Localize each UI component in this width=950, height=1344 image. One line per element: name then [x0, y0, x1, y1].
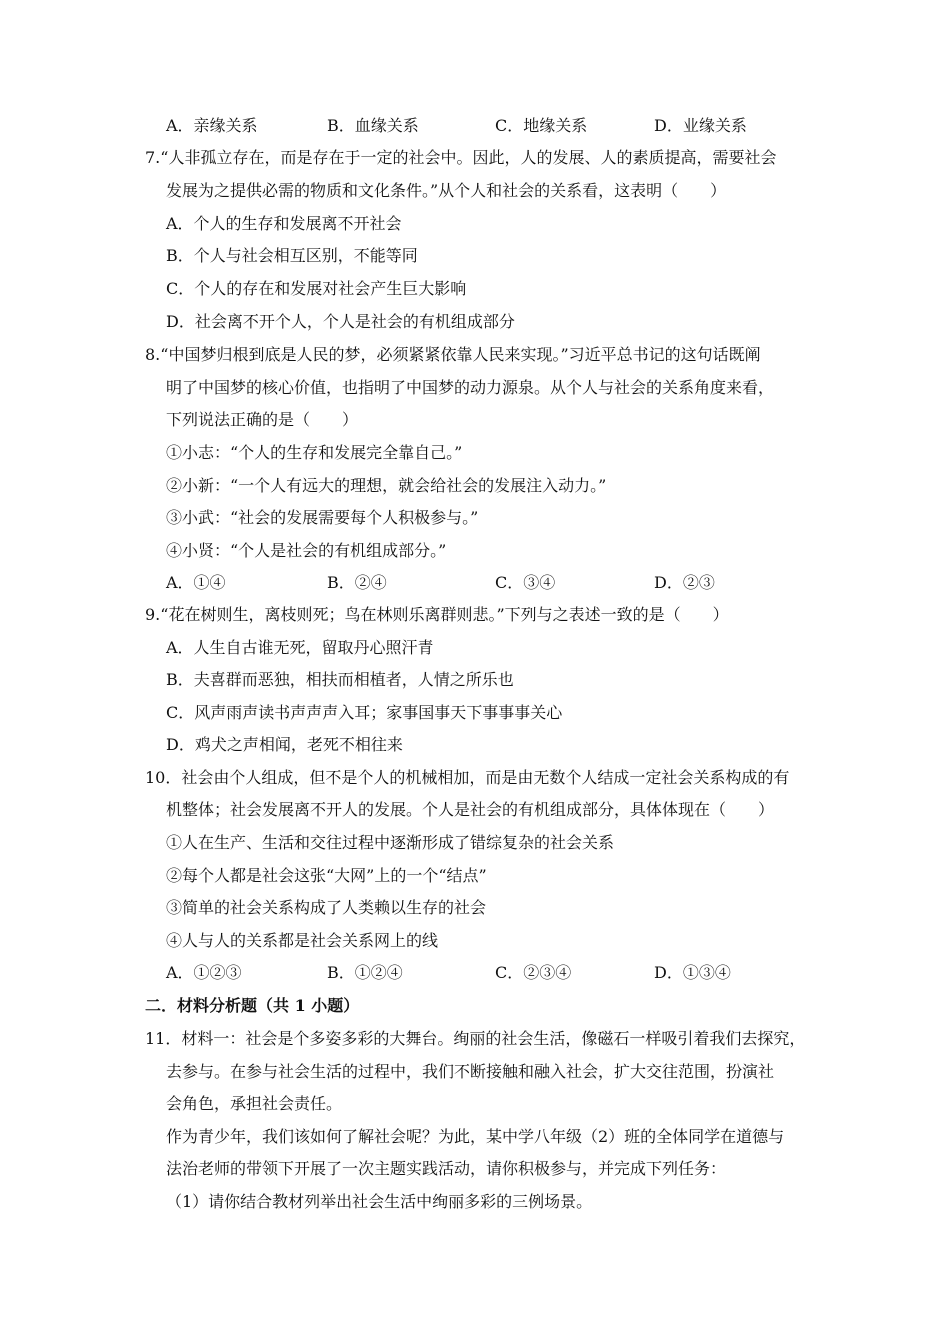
- q9-option-d: D．鸡犬之声相闻，老死不相往来: [166, 735, 403, 754]
- q8-option-c: C．③④: [495, 573, 556, 592]
- q6-option-b: B．血缘关系: [327, 116, 419, 135]
- q10-option-a: A．①②③: [166, 963, 242, 982]
- q11-line-1: 11．材料一：社会是个多姿多彩的大舞台。绚丽的社会生活，像磁石一样吸引着我们去探究，: [145, 1029, 806, 1048]
- q7-stem-line-1: 7.“人非孤立存在，而是存在于一定的社会中。因此，人的发展、人的素质提高，需要社会: [145, 148, 777, 167]
- q9-option-c: C．风声雨声读书声声声入耳；家事国事天下事事事关心: [166, 703, 563, 722]
- q10-statement-4: ④人与人的关系都是社会关系网上的线: [166, 931, 439, 950]
- q9-stem-line-1: 9.“花在树则生，离枝则死；鸟在林则乐离群则悲。”下列与之表述一致的是（ ）: [145, 605, 729, 624]
- q8-option-b: B．②④: [327, 573, 387, 592]
- q10-statement-3: ③简单的社会关系构成了人类赖以生存的社会: [166, 898, 487, 917]
- q6-option-a: A．亲缘关系: [166, 116, 258, 135]
- q10-statement-1: ①人在生产、生活和交往过程中逐渐形成了错综复杂的社会关系: [166, 833, 615, 852]
- q7-option-c: C．个人的存在和发展对社会产生巨大影响: [166, 279, 467, 298]
- q7-option-b: B．个人与社会相互区别，不能等同: [166, 246, 418, 265]
- q8-statement-3: ③小武：“社会的发展需要每个人积极参与。”: [166, 508, 479, 527]
- q11-line-5: 法治老师的带领下开展了一次主题实践活动，请你积极参与，并完成下列任务：: [166, 1159, 727, 1178]
- q10-option-b: B．①②④: [327, 963, 403, 982]
- q8-option-a: A．①④: [166, 573, 226, 592]
- q9-option-b: B．夫喜群而恶独，相扶而相植者，人情之所乐也: [166, 670, 514, 689]
- section-2-heading: 二．材料分析题（共 1 小题）: [145, 996, 360, 1015]
- q10-stem-line-2: 机整体；社会发展离不开人的发展。个人是社会的有机组成部分，具体体现在（ ）: [166, 800, 775, 819]
- q11-task-1: （1）请你结合教材列举出社会生活中绚丽多彩的三例场景。: [166, 1192, 593, 1211]
- q8-stem-line-1: 8.“中国梦归根到底是人民的梦，必须紧紧依靠人民来实现。”习近平总书记的这句话既阐: [145, 345, 761, 364]
- q10-option-c: C．②③④: [495, 963, 572, 982]
- q11-line-3: 会角色，承担社会责任。: [166, 1094, 343, 1113]
- q9-option-a: A．人生自古谁无死，留取丹心照汗青: [166, 638, 434, 657]
- q8-stem-line-3: 下列说法正确的是（ ）: [166, 410, 359, 429]
- q11-line-4: 作为青少年，我们该如何了解社会呢？为此，某中学八年级（2）班的全体同学在道德与: [166, 1127, 785, 1146]
- q8-statement-4: ④小贤：“个人是社会的有机组成部分。”: [166, 541, 447, 560]
- q8-stem-line-2: 明了中国梦的核心价值，也指明了中国梦的动力源泉。从个人与社会的关系角度来看，: [166, 378, 775, 397]
- q8-option-d: D．②③: [654, 573, 715, 592]
- q6-option-d: D．业缘关系: [654, 116, 747, 135]
- q8-statement-1: ①小志：“个人的生存和发展完全靠自己。”: [166, 443, 463, 462]
- q7-stem-line-2: 发展为之提供必需的物质和文化条件。”从个人和社会的关系看，这表明（ ）: [166, 181, 727, 200]
- q7-option-a: A．个人的生存和发展离不开社会: [166, 214, 402, 233]
- q10-stem-line-1: 10．社会由个人组成，但不是个人的机械相加，而是由无数个人结成一定社会关系构成的有: [145, 768, 790, 787]
- q11-line-2: 去参与。在参与社会生活的过程中，我们不断接触和融入社会，扩大交往范围，扮演社: [166, 1062, 775, 1081]
- q7-option-d: D．社会离不开个人，个人是社会的有机组成部分: [166, 312, 515, 331]
- q10-option-d: D．①③④: [654, 963, 731, 982]
- q10-statement-2: ②每个人都是社会这张“大网”上的一个“结点”: [166, 866, 487, 885]
- q8-statement-2: ②小新：“一个人有远大的理想，就会给社会的发展注入动力。”: [166, 476, 607, 495]
- q6-option-c: C．地缘关系: [495, 116, 588, 135]
